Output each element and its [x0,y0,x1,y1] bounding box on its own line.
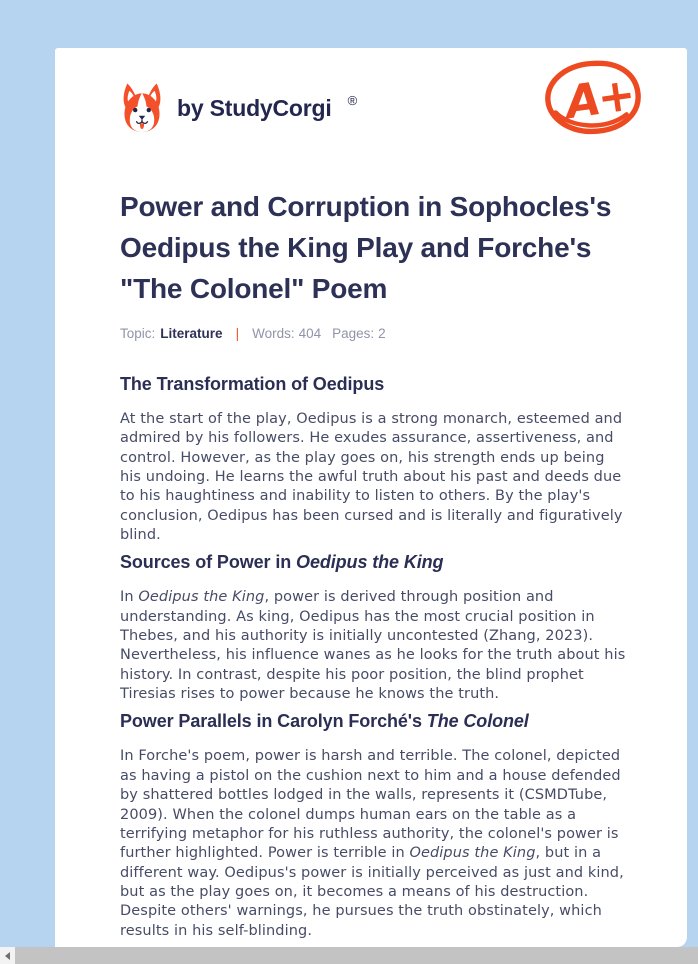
document-header [120,67,636,134]
corgi-logo-icon [120,82,164,134]
section-paragraph: At the start of the play, Oedipus is a strong monarch, esteemed and admired by his followers. He exudes assurance, assertiveness, and control. However, as the play goes on, his strength ends up being his undoing. He learns the awful truth about his past and deeds due to his haughtiness and inability to listen to others. By the play's conclusion, Oedipus has been cursed and is literally and figuratively blind. [120,411,623,544]
section-paragraph: In Oedipus the King, power is derived through position and understanding. As king, Oedipus has the most crucial position in Thebes, and his authority is initially uncontested (Zhang, 2023). Nevertheless, his influence wanes as he looks for the truth about his history. In contrast, despite his poor position, the blind prophet Tiresias rises to power because he knows the truth. [120,589,626,703]
page-title: Power and Corruption in Sophocles's Oedipus the King Play and Forche's "The Colonel" Poem [120,191,612,304]
topic-label: Topic: [120,326,156,341]
brand-name: by StudyCorgi [177,94,332,121]
pages-value: 2 [378,326,386,341]
words-value: 404 [298,326,322,341]
article-section [120,550,630,704]
section-heading: Power Parallels in Carolyn Forché's The Colonel [120,711,529,732]
words-label: Words: [252,326,295,341]
a-plus-stamp-icon [540,57,646,139]
meta-row [120,326,630,341]
document-card [55,48,687,947]
article-body [120,372,630,964]
section-heading: The Transformation of Oedipus [120,374,385,394]
meta-separator: | [235,326,240,341]
studycorgi-brand [120,82,358,134]
grade-label: A+ [562,67,636,130]
pages-count [332,326,386,341]
article-section [120,372,630,545]
horizontal-scrollbar[interactable] [0,947,698,964]
section-heading: Sources of Power in Oedipus the King [120,552,444,573]
scroll-left-button[interactable] [0,947,15,964]
pages-label: Pages: [332,326,375,341]
registered-mark: ® [347,92,358,108]
left-arrow-icon [5,952,10,960]
article-section [120,709,630,940]
words-count [252,326,321,341]
section-paragraph: In Forche's poem, power is harsh and terrible. The colonel, depicted as having a pistol on the cushion next to him and a house defended by shattered bottles lodged in the walls, represents it (CSMDTube, 2009). When the colonel dumps human ears on the table as a terrifying metaphor for his ruthless authority, the colonel's power is further highlighted. Power is terrible in Oedipus the King, but in a different way. Oedipus's power is initially perceived as just and kind, but as the play goes on, it becomes a means of his destruction. Despite others' warnings, he pursues the truth obstinately, which results in his self-blinding. [120,748,624,939]
scrollbar-thumb[interactable] [15,947,698,964]
topic-link[interactable]: Literature [160,326,223,341]
